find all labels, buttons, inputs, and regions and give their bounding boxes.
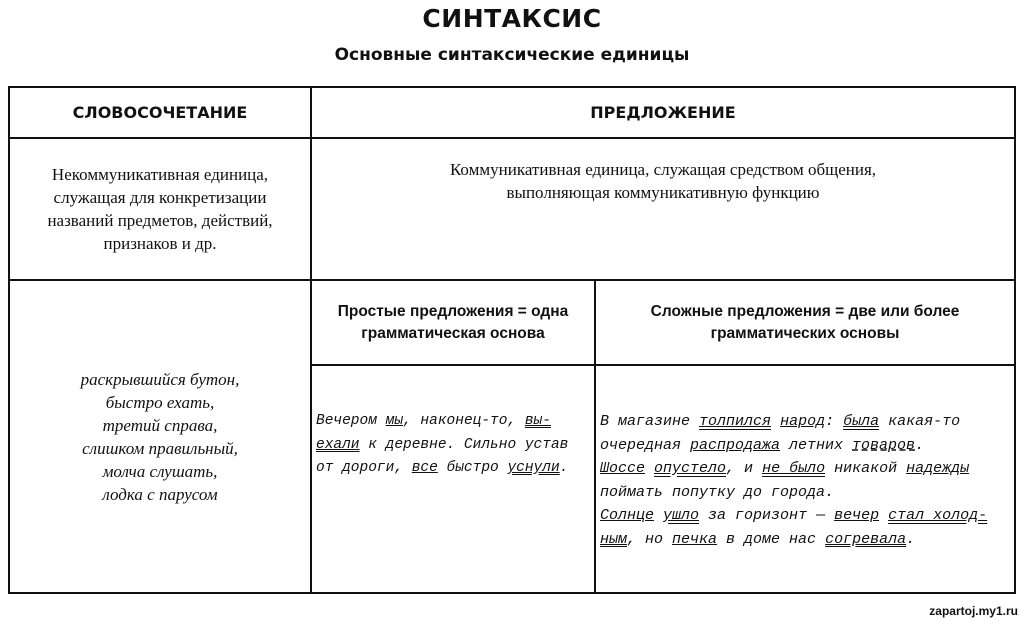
phrase-header [10, 88, 310, 137]
subject: Шоссе [600, 460, 646, 477]
word: , наконец-то, [403, 413, 525, 429]
page-subtitle: Основные синтаксические единицы [334, 45, 690, 65]
phrase-example: молча слушать, [102, 461, 218, 481]
word: , и [726, 460, 763, 477]
sentence-header-text: ПРЕДЛОЖЕНИЕ [590, 103, 736, 122]
example-line [600, 457, 1012, 481]
phrase-example: быстро ехать, [105, 392, 215, 412]
word: никакой [825, 460, 907, 477]
example-line [316, 457, 592, 481]
word: . [906, 530, 916, 548]
word: В магазине [600, 413, 700, 430]
word: к деревне. Сильно устав [359, 436, 569, 453]
predicate: ным [600, 530, 628, 548]
sentence-header [312, 88, 1014, 137]
complex-sentences-header [596, 281, 1014, 364]
word: какая-то [879, 413, 961, 430]
subject: печка [672, 530, 718, 548]
sentence-definition-line: Коммуникативная единица, служащая средством общения, [449, 160, 877, 179]
subject: мы [385, 413, 404, 429]
example-line [600, 481, 1012, 505]
phrase-definition-line: признаков и др. [103, 234, 217, 253]
subject: распродажа [690, 436, 781, 454]
example-line [600, 410, 1012, 434]
predicate: вы- [524, 413, 551, 429]
simple-header-line: грамматическая основа [361, 324, 545, 342]
simple-header-line: Простые предложения = одна [337, 302, 569, 320]
predicate: опустело [654, 460, 727, 477]
complex-header-line: Сложные предложения = две или более [650, 302, 960, 320]
sentence-definition [312, 158, 1014, 208]
object: товаров [852, 436, 916, 454]
phrase-examples [10, 281, 310, 592]
word [879, 507, 888, 524]
word: Вечером [316, 413, 386, 429]
phrase-example: третий справа, [102, 415, 218, 435]
sentence-definition-line: выполняющая коммуникативную функцию [506, 183, 820, 202]
word [654, 507, 663, 524]
word: . [559, 460, 569, 476]
phrase-example: слишком правильный, [82, 438, 238, 458]
syntax-table [8, 86, 1016, 594]
simple-sentences-header [312, 281, 594, 364]
word [645, 460, 654, 477]
simple-sentence-example [316, 410, 592, 481]
example-line [600, 504, 1012, 528]
word: поймать попутку до города. [600, 483, 835, 501]
predicate: согревала [825, 530, 907, 548]
phrase-header-text: СЛОВОСОЧЕТАНИЕ [72, 103, 248, 122]
complex-header-line: грамматических основы [710, 324, 900, 342]
subject: народ [780, 413, 826, 430]
subject: надежды [906, 460, 970, 477]
phrase-definition-line: Некоммуникативная единица, [51, 165, 269, 184]
phrase-example: лодка с парусом [102, 484, 218, 504]
complex-sentence-example [600, 410, 1012, 551]
subject: Солнце [600, 507, 655, 524]
predicate: уснули [507, 460, 560, 476]
word: в доме нас [717, 530, 826, 548]
watermark: zapartoj.my1.ru [929, 604, 1018, 618]
phrase-definition-line: служащая для конкретизации [53, 188, 267, 207]
subject: все [411, 460, 438, 476]
word: быстро [437, 460, 508, 476]
word: . [915, 436, 925, 454]
phrase-example: раскрывшийся бутон, [80, 369, 240, 389]
predicate: толпился [699, 413, 772, 430]
word: летних [780, 436, 853, 454]
subject: вечер [834, 507, 880, 524]
word [771, 413, 780, 430]
example-line [316, 410, 592, 434]
example-line [600, 434, 1012, 458]
phrase-definition [10, 139, 310, 279]
page-title: СИНТАКСИС [422, 4, 602, 33]
word: , но [627, 530, 673, 548]
word: очередная [600, 436, 691, 454]
predicate: ушло [663, 507, 700, 524]
example-line [600, 528, 1012, 552]
word: : [825, 413, 844, 430]
predicate: ехали [316, 436, 360, 453]
predicate: была [843, 413, 880, 430]
predicate: не было [762, 460, 826, 477]
phrase-definition-line: названий предметов, действий, [47, 211, 273, 230]
subheader-divider [310, 364, 1014, 366]
example-line [316, 434, 592, 458]
word: от дороги, [316, 460, 412, 476]
word: за горизонт — [699, 507, 835, 524]
predicate: стал холод- [888, 507, 988, 524]
